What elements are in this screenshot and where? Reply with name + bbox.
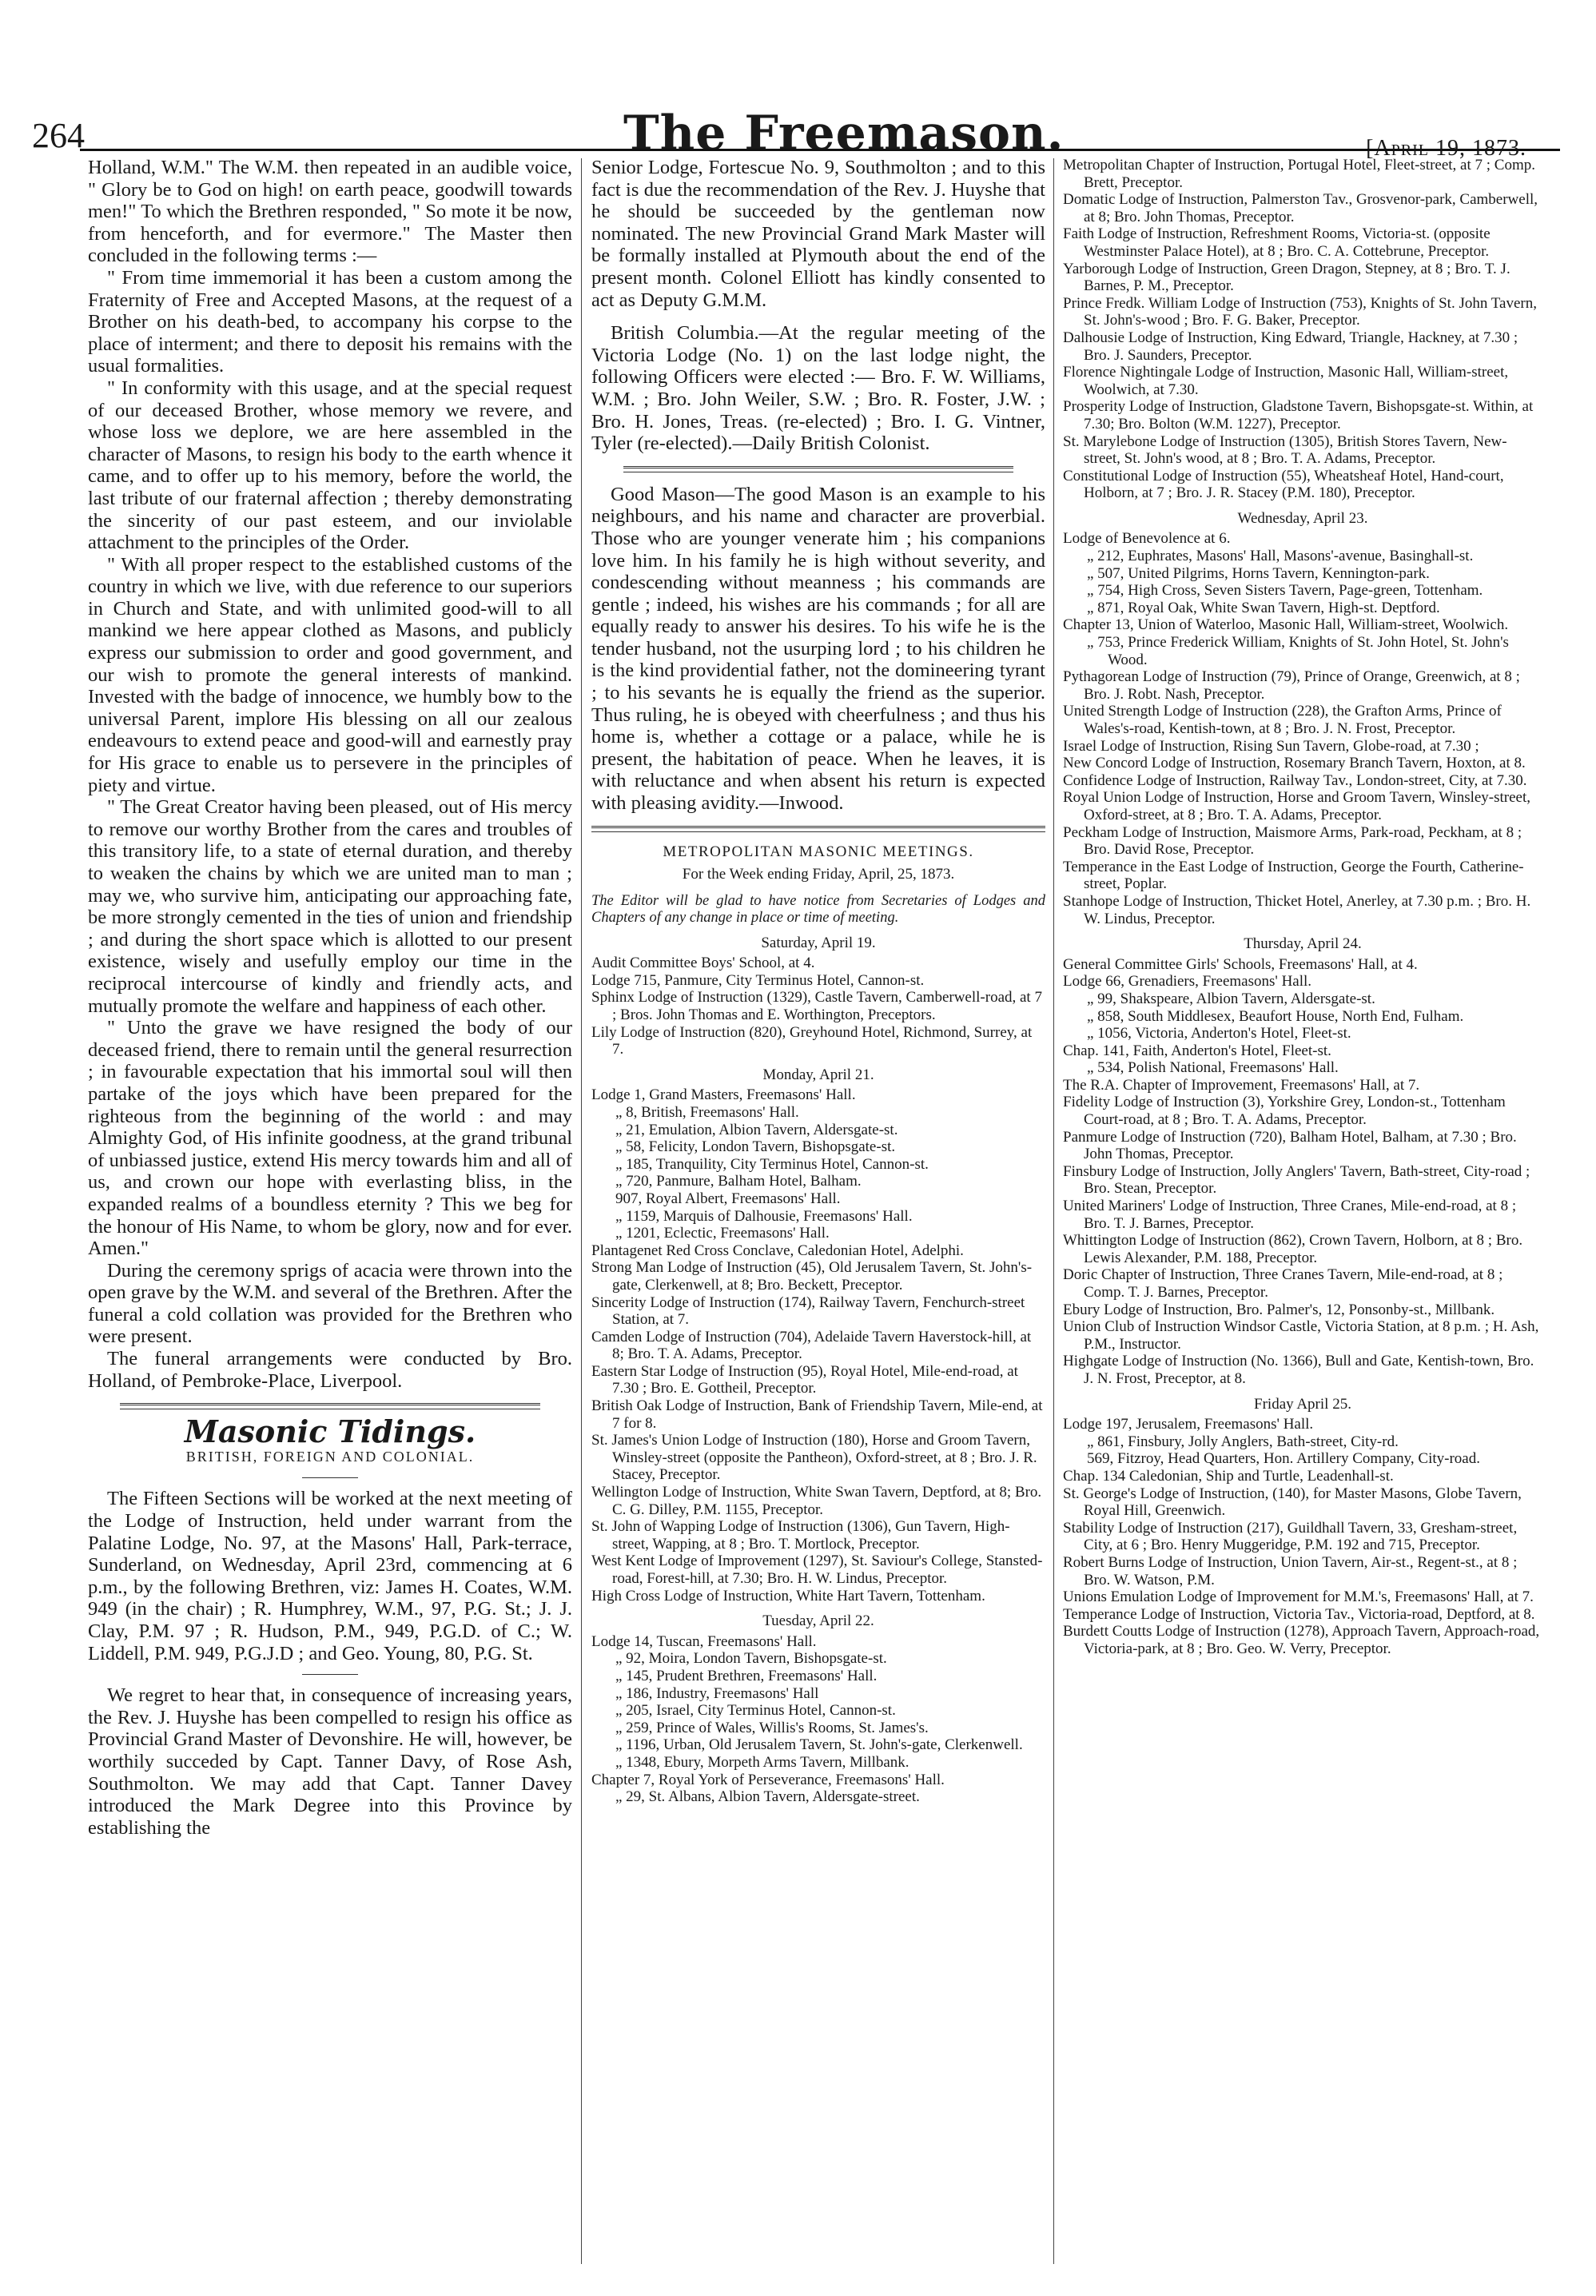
meeting-entry: Panmure Lodge of Instruction (720), Balham Hotel, Balham, at 7.30 ; Bro. John Thomas, Preceptor. <box>1063 1128 1517 1163</box>
meeting-entry: „ 185, Tranquility, City Terminus Hotel, Cannon-st. <box>615 1155 929 1173</box>
meeting-entry: Highgate Lodge of Instruction (No. 1366), Bull and Gate, Kentish-town, Bro. J. N. Frost, Preceptor, at 8. <box>1063 1353 1534 1387</box>
header-rule <box>80 149 1560 151</box>
meeting-entry: „ 534, Polish National, Freemasons' Hall. <box>1087 1059 1339 1077</box>
meeting-entry: Prosperity Lodge of Instruction, Gladstone Tavern, Bishopsgate-st. Within, at 7.30; Bro. Bolton (W.M. 1227), Preceptor. <box>1063 398 1534 432</box>
meeting-entry: „ 8, British, Freemasons' Hall. <box>615 1103 799 1121</box>
day-heading: Friday April 25. <box>1254 1395 1351 1413</box>
editor-note: The Editor will be glad to have notice from Secretaries of Lodges and Chapters of any change in place or time of meeting. <box>591 892 1045 926</box>
meeting-entry: „ 1196, Urban, Old Jerusalem Tavern, St. John's-gate, Clerkenwell. <box>615 1736 1023 1754</box>
column-1 <box>88 157 572 2272</box>
meeting-entry: „ 754, High Cross, Seven Sisters Tavern, Page-green, Tottenham. <box>1087 582 1483 600</box>
meeting-entry: Lodge of Benevolence at 6. <box>1063 530 1231 548</box>
meeting-entry: Dalhousie Lodge of Instruction, King Edward, Triangle, Hackney, at 7.30 ; Bro. J. Saunders, Preceptor. <box>1063 329 1518 364</box>
meeting-entry: Chapter 7, Royal York of Perseverance, Freemasons' Hall. <box>591 1771 945 1788</box>
column-2 <box>591 157 1045 2272</box>
meeting-entry: Temperance in the East Lodge of Instruction, George the Fourth, Catherine-street, Poplar. <box>1063 858 1524 893</box>
article-paragraph: Good Mason—The good Mason is an example to his neighbours, and his name and character are proverbial. Those who are younger venerate him ; his companions love him. In his family he is high without severity, and condescending without meanness ; his commands are gentle ; indeed, his wishes are his commands ; for all are equally ready to answer his desires. To his wife he is the tender husband, not the usurping lord ; to his children he is the kind providential father, not the domineering tyrant ; to his sevants he is equally the friend as the superior. Thus ruling, he is obeyed with cheerfulness ; and thus his home is, whether a cottage or a palace, while he is present, the habitation of peace. When he leaves, it is with reluctance and when absent his return is expected with pleasing avidity.—Inwood. <box>591 483 1045 815</box>
meeting-entry: „ 145, Prudent Brethren, Freemasons' Hall. <box>615 1667 878 1684</box>
article-paragraph: " With all proper respect to the established customs of the country in which we live, with due reference to our superiors in Church and State, and with unlimited good-will to all mankind we here appear clothed as Masons, and publicly express our submission to order and good government, and our wish to promote the general interests of mankind. Invested with the badge of innocence, we humbly bow to the universal Parent, implore His blessing on all our zealous endeavours to extend peace and good-will and earnestly pray for His grace to enable us to persevere in the principles of piety and virtue. <box>88 553 572 796</box>
meeting-entry: Prince Fredk. William Lodge of Instruction (753), Knights of St. John Tavern, St. John's-wood ; Bro. F. G. Baker, Preceptor. <box>1063 294 1537 329</box>
article-paragraph: The Fifteen Sections will be worked at the next meeting of the Lodge of Instruction, held under warrant from the Palatine Lodge, No. 97, at the Masons' Hall, Park-terrace, Sunderland, on Wednesday, April 23rd, commencing at 6 p.m., by the following Brethren, viz: James H. Coates, W.M. 949 (in the chair) ; R. Humphrey, W.M., 97, P.G. St.; J. J. Clay, P.M. 97 ; R. Hudson, P.M., 949, P.G.D. of C.; W. Liddell, P.M. 949, P.G.J.D ; and Geo. Young, 80, P.G. St. <box>88 1488 572 1664</box>
section-rule <box>623 466 1013 472</box>
meeting-entry: „ 1056, Victoria, Anderton's Hotel, Fleet-st. <box>1087 1025 1351 1042</box>
article-paragraph: We regret to hear that, in consequence of increasing years, the Rev. J. Huyshe has been compelled to resign his office as Provincial Grand Master of Devonshire. He will, however, be worthily succeded by Capt. Tanner Davy, of Rose Ash, Southmolton. We may add that Capt. Tanner Davey introduced the Mark Degree into this Province by establishing the <box>88 1684 572 1839</box>
meeting-entry: Pythagorean Lodge of Instruction (79), Prince of Orange, Greenwich, at 8 ; Bro. J. Robt. Nash, Preceptor. <box>1063 668 1520 703</box>
day-heading: Tuesday, April 22. <box>762 1612 874 1630</box>
meeting-entry: Lodge 197, Jerusalem, Freemasons' Hall. <box>1063 1416 1314 1433</box>
meeting-entry: 569, Fitzroy, Head Quarters, Hon. Artillery Company, City-road. <box>1087 1450 1480 1468</box>
meeting-entry: „ 861, Finsbury, Jolly Anglers, Bath-street, City-rd. <box>1087 1433 1399 1450</box>
day-heading: Monday, April 21. <box>762 1066 874 1083</box>
meeting-entry: „ 1159, Marquis of Dalhousie, Freemasons' Hall. <box>615 1207 913 1225</box>
meeting-entry: „ 1348, Ebury, Morpeth Arms Tavern, Millbank. <box>615 1753 909 1771</box>
meeting-entry: Plantagenet Red Cross Conclave, Caledonian Hotel, Adelphi. <box>591 1242 964 1259</box>
article-paragraph: " The Great Creator having been pleased, out of His mercy to remove our worthy Brother from the cares and troubles of this transitory life, to a state of eternal duration, and thereby to weaken the chains by which we are united man to man ; may we, who survive him, anticipating our approaching fate, be more strongly cemented in the ties of union and friendship ; and during the short space which is allotted to our present existence, wisely and usefully employ our time in the reciprocal intercourse of kindly and friendly acts, and mutually promote the welfare and happiness of each other. <box>88 796 572 1017</box>
meeting-entry: Lodge 14, Tuscan, Freemasons' Hall. <box>591 1632 817 1650</box>
meeting-entry: Stability Lodge of Instruction (217), Guildhall Tavern, 33, Gresham-street, City, at 6 ; Bro. Henry Muggeridge, P.M. 192 and 715, Preceptor. <box>1063 1519 1518 1554</box>
meeting-entry: Doric Chapter of Instruction, Three Cranes Tavern, Mile-end-road, at 8 ; Comp. T. J. Barnes, Preceptor. <box>1063 1266 1503 1301</box>
meeting-entry: Confidence Lodge of Instruction, Railway Tav., London-street, City, at 7.30. <box>1063 771 1527 789</box>
page-header <box>32 56 1534 161</box>
article-paragraph: The funeral arrangements were conducted by Bro. Holland, of Pembroke-Place, Liverpool. <box>88 1348 572 1392</box>
article-paragraph: British Columbia.—At the regular meeting of the Victoria Lodge (No. 1) on the last lodge night, the following Officers were elected :— Bro. F. W. Williams, W.M. ; Bro. John Weiler, S.W. ; Bro. R. Foster, J.W. ; Bro. H. Jones, Treas. (re-elected) ; Bro. I. G. Vintner, Tyler (re-elected).—Daily British Colonist. <box>591 322 1045 455</box>
day-heading: Thursday, April 24. <box>1244 935 1362 953</box>
meeting-entry: Sincerity Lodge of Instruction (174), Railway Tavern, Fenchurch-street Station, at 7. <box>591 1293 1025 1329</box>
meeting-entry: St. John of Wapping Lodge of Instruction (1306), Gun Tavern, High-street, Wapping, at 8 ; Bro. T. Mortlock, Preceptor. <box>591 1518 1010 1553</box>
meeting-entry: Ebury Lodge of Instruction, Bro. Palmer's, 12, Ponsonby-st., Millbank. <box>1063 1301 1495 1318</box>
meeting-entry: Union Club of Instruction Windsor Castle, Victoria Station, at 8 p.m. ; H. Ash, P.M., Instructor. <box>1063 1318 1539 1353</box>
day-heading: Saturday, April 19. <box>761 934 876 951</box>
meeting-entry: „ 858, South Middlesex, Beaufort House, North End, Fulham. <box>1087 1007 1464 1025</box>
meeting-entry: High Cross Lodge of Instruction, White Hart Tavern, Tottenham. <box>591 1587 985 1604</box>
meeting-entry: „ 507, United Pilgrims, Horns Tavern, Kennington-park. <box>1087 564 1430 582</box>
meeting-entry: „ 29, St. Albans, Albion Tavern, Aldersgate-street. <box>615 1788 920 1806</box>
meetings-title: METROPOLITAN MASONIC MEETINGS. <box>663 843 974 860</box>
article-paragraph: Holland, W.M." The W.M. then repeated in an audible voice, " Glory be to God on high! on earth peace, goodwill towards men!" To which the Brethren responded, " So mote it be now, from henceforth, and for evermore." The Master then concluded in the following terms :— <box>88 157 572 267</box>
meeting-entry: „ 99, Shakspeare, Albion Tavern, Aldersgate-st. <box>1087 990 1375 1007</box>
meeting-entry: Metropolitan Chapter of Instruction, Portugal Hotel, Fleet-street, at 7 ; Comp. Brett, Preceptor. <box>1063 157 1535 191</box>
meeting-entry: Whittington Lodge of Instruction (862), Crown Tavern, Holborn, at 8 ; Bro. Lewis Alexander, P.M. 188, Preceptor. <box>1063 1232 1523 1266</box>
meeting-entry: Chap. 141, Faith, Anderton's Hotel, Fleet-st. <box>1063 1042 1331 1059</box>
day-heading: Wednesday, April 23. <box>1237 509 1368 527</box>
meeting-entry: „ 871, Royal Oak, White Swan Tavern, High-st. Deptford. <box>1087 599 1440 616</box>
section-title: Masonic Tidings. <box>184 1413 476 1450</box>
meeting-entry: Fidelity Lodge of Instruction (3), Yorkshire Grey, London-st., Tottenham Court-road, at 8 ; Bro. T. A. Adams, Preceptor. <box>1063 1094 1506 1129</box>
short-rule <box>302 1674 358 1675</box>
meeting-entry: Burdett Coutts Lodge of Instruction (1278), Approach Tavern, Approach-road, Victoria-park, at 8 ; Bro. Geo. W. Verry, Preceptor. <box>1063 1623 1540 1657</box>
meeting-entry: „ 205, Israel, City Terminus Hotel, Cannon-st. <box>615 1702 896 1720</box>
meeting-entry: „ 21, Emulation, Albion Tavern, Aldersgate-st. <box>615 1121 898 1138</box>
column-3 <box>1063 157 1542 2272</box>
short-rule <box>302 1477 358 1478</box>
meeting-entry: United Strength Lodge of Instruction (228), the Grafton Arms, Prince of Wales's-road, Kentish-town, at 8 ; Bro. J. N. Frost, Preceptor. <box>1063 703 1502 737</box>
column-divider <box>1053 158 1054 2264</box>
meeting-entry: Lodge 715, Panmure, City Terminus Hotel, Cannon-st. <box>591 971 925 989</box>
meeting-entry: The R.A. Chapter of Improvement, Freemasons' Hall, at 7. <box>1063 1076 1420 1094</box>
meeting-entry: Lodge 66, Grenadiers, Freemasons' Hall. <box>1063 973 1312 991</box>
meeting-entry: Temperance Lodge of Instruction, Victoria Tav., Victoria-road, Deptford, at 8. <box>1063 1605 1535 1623</box>
meeting-entry: Domatic Lodge of Instruction, Palmerston Tav., Grosvenor-park, Camberwell, at 8; Bro. John Thomas, Preceptor. <box>1063 191 1538 225</box>
meetings-list <box>591 935 1045 1806</box>
meeting-entry: „ 58, Felicity, London Tavern, Bishopsgate-st. <box>615 1138 896 1156</box>
meeting-entry: Peckham Lodge of Instruction, Maismore Arms, Park-road, Peckham, at 8 ; Bro. David Rose, Preceptor. <box>1063 823 1522 859</box>
meeting-entry: Unions Emulation Lodge of Improvement for M.M.'s, Freemasons' Hall, at 7. <box>1063 1588 1534 1606</box>
meeting-entry: Robert Burns Lodge of Instruction, Union Tavern, Air-st., Regent-st., at 8 ; Bro. W. Watson, P.M. <box>1063 1553 1518 1588</box>
meeting-entry: St. Marylebone Lodge of Instruction (1305), British Stores Tavern, New-street, St. John's wood, at 8 ; Bro. T. A. Adams, Preceptor. <box>1063 432 1507 468</box>
meeting-entry: British Oak Lodge of Instruction, Bank of Friendship Tavern, Mile-end, at 7 for 8. <box>591 1397 1043 1432</box>
meeting-entry: Audit Committee Boys' School, at 4. <box>591 955 815 972</box>
meeting-entry: United Mariners' Lodge of Instruction, Three Cranes, Mile-end-road, at 8 ; Bro. T. J. Barnes, Preceptor. <box>1063 1198 1517 1232</box>
meeting-entry: Sphinx Lodge of Instruction (1329), Castle Tavern, Camberwell-road, at 7 ; Bros. John Thomas and E. Worthington, Preceptors. <box>591 989 1042 1023</box>
meeting-entry: Wellington Lodge of Instruction, White Swan Tavern, Deptford, at 8; Bro. C. G. Dilley, P.M. 1155, Preceptor. <box>591 1484 1042 1518</box>
article-paragraph: " In conformity with this usage, and at the special request of our deceased Brother, whose memory we revere, and whose loss we deplore, we are here assembled in the character of Masons, to resign his body to the earth whence it came, and to offer up to his memory, before the world, the last tribute of our fraternal affection ; thereby demonstrating the sincerity of our past esteem, and our inviolable attachment to the principles of the Order. <box>88 377 572 554</box>
meeting-entry: Lily Lodge of Instruction (820), Greyhound Hotel, Richmond, Surrey, at 7. <box>591 1023 1033 1058</box>
masthead-title: The Freemason. <box>623 106 1065 161</box>
meeting-entry: „ 753, Prince Frederick William, Knights of St. John Hotel, St. John's Wood. <box>1087 634 1509 668</box>
article-paragraph: Senior Lodge, Fortescue No. 9, Southmolton ; and to this fact is due the recommendation of the Rev. J. Huyshe that he should be succeeded by the gentleman now nominated. The new Provincial Grand Mark Master will be formally installed at Plymouth about the end of the present month. Colonel Elliott has kindly consented to act as Deputy G.M.M. <box>591 157 1045 311</box>
section-rule <box>120 1403 540 1409</box>
meeting-entry: Royal Union Lodge of Instruction, Horse and Groom Tavern, Winsley-street, Oxford-street, at 8 ; Bro. T. A. Adams, Preceptor. <box>1063 789 1531 823</box>
column-divider <box>581 158 582 2264</box>
meeting-entry: Chapter 13, Union of Waterloo, Masonic Hall, William-street, Woolwich. <box>1063 616 1509 634</box>
meeting-entry: Camden Lodge of Instruction (704), Adelaide Tavern Haverstock-hill, at 8; Bro. T. A. Adams, Preceptor. <box>591 1328 1032 1363</box>
meeting-entry: St. James's Union Lodge of Instruction (180), Horse and Groom Tavern, Winsley-street (opposite the Pantheon), Oxford-street, at 8 ; Bro. J. R. Stacey, Preceptor. <box>591 1432 1037 1484</box>
article-paragraph: " Unto the grave we have resigned the body of our deceased friend, there to remain until the general resurrection ; in favourable expectation that his immortal soul will then partake of the joys which have been prepared for the righteous from the beginning of the world : and may Almighty God, of His infinite goodness, at the grand tribunal of unbiassed justice, extend His mercy towards him and all of us, and crown our hope with everlasting bliss, in the expanded realms of a boundless eternity ? This we beg for the honour of His Name, to whom be glory, now and for ever. Amen." <box>88 1017 572 1260</box>
meeting-entry: Chap. 134 Caledonian, Ship and Turtle, Leadenhall-st. <box>1063 1467 1394 1485</box>
issue-date: [April 19, 1873. <box>1366 136 1526 161</box>
section-rule <box>591 826 1045 832</box>
meeting-entry: Florence Nightingale Lodge of Instruction, Masonic Hall, William-street, Woolwich, at 7.30. <box>1063 364 1509 398</box>
meeting-entry: West Kent Lodge of Improvement (1297), St. Saviour's College, Stansted-road, Forest-hill, at 7.30; Bro. H. W. Lindus, Preceptor. <box>591 1553 1043 1587</box>
meeting-entry: Finsbury Lodge of Instruction, Jolly Anglers' Tavern, Bath-street, City-road ; Bro. Stean, Preceptor. <box>1063 1162 1530 1198</box>
meeting-entry: 907, Royal Albert, Freemasons' Hall. <box>615 1190 841 1207</box>
meeting-entry: „ 720, Panmure, Balham Hotel, Balham. <box>615 1173 862 1190</box>
article-paragraph: " From time immemorial it has been a custom among the Fraternity of Free and Accepted Masons, at the request of a Brother on his death-bed, to accompany his corpse to the place of interment; and there to deposit his remains with the usual formalities. <box>88 266 572 377</box>
meeting-entry: Stanhope Lodge of Instruction, Thicket Hotel, Anerley, at 7.30 p.m. ; Bro. H. W. Lindus, Preceptor. <box>1063 892 1531 927</box>
meetings-subtitle: For the Week ending Friday, April, 25, 1873. <box>682 865 955 883</box>
section-subtitle: BRITISH, FOREIGN AND COLONIAL. <box>185 1448 475 1465</box>
meeting-entry: „ 92, Moira, London Tavern, Bishopsgate-st. <box>615 1650 887 1668</box>
meeting-entry: Constitutional Lodge of Instruction (55), Wheatsheaf Hotel, Hand-court, Holborn, at 7 ; Bro. J. R. Stacey (P.M. 180), Preceptor. <box>1063 467 1504 502</box>
meeting-entry: „ 259, Prince of Wales, Willis's Rooms, St. James's. <box>615 1719 929 1736</box>
meeting-entry: Lodge 1, Grand Masters, Freemasons' Hall. <box>591 1086 856 1104</box>
meeting-entry: St. George's Lodge of Instruction, (140), for Master Masons, Globe Tavern, Royal Hill, Greenwich. <box>1063 1485 1522 1520</box>
meeting-entry: New Concord Lodge of Instruction, Rosemary Branch Tavern, Hoxton, at 8. <box>1063 755 1526 772</box>
meeting-entry: General Committee Girls' Schools, Freemasons' Hall, at 4. <box>1063 955 1418 973</box>
meeting-entry: „ 186, Industry, Freemasons' Hall <box>615 1684 819 1702</box>
meeting-entry: Israel Lodge of Instruction, Rising Sun Tavern, Globe-road, at 7.30 ; <box>1063 737 1479 755</box>
meeting-entry: Strong Man Lodge of Instruction (45), Old Jerusalem Tavern, St. John's-gate, Clerkenwell, at 8; Bro. Beckett, Preceptor. <box>591 1259 1033 1293</box>
article-paragraph: During the ceremony sprigs of acacia were thrown into the open grave by the W.M. and several of the Brethren. After the funeral a cold collation was provided for the Brethren who were present. <box>88 1259 572 1348</box>
meeting-entry: Faith Lodge of Instruction, Refreshment Rooms, Victoria-st. (opposite Westminster Palace Hotel), at 8 ; Bro. C. A. Cottebrune, Preceptor. <box>1063 225 1491 260</box>
meeting-entry: „ 212, Euphrates, Masons' Hall, Masons'-avenue, Basinghall-st. <box>1087 548 1474 565</box>
meeting-entry: Yarborough Lodge of Instruction, Green Dragon, Stepney, at 8 ; Bro. T. J. Barnes, P. M., Preceptor. <box>1063 260 1510 295</box>
meeting-entry: Eastern Star Lodge of Instruction (95), Royal Hotel, Mile-end-road, at 7.30 ; Bro. E. Gottheil, Preceptor. <box>591 1362 1018 1397</box>
page-number: 264 <box>32 116 85 155</box>
meeting-entry: „ 1201, Eclectic, Freemasons' Hall. <box>615 1225 830 1242</box>
